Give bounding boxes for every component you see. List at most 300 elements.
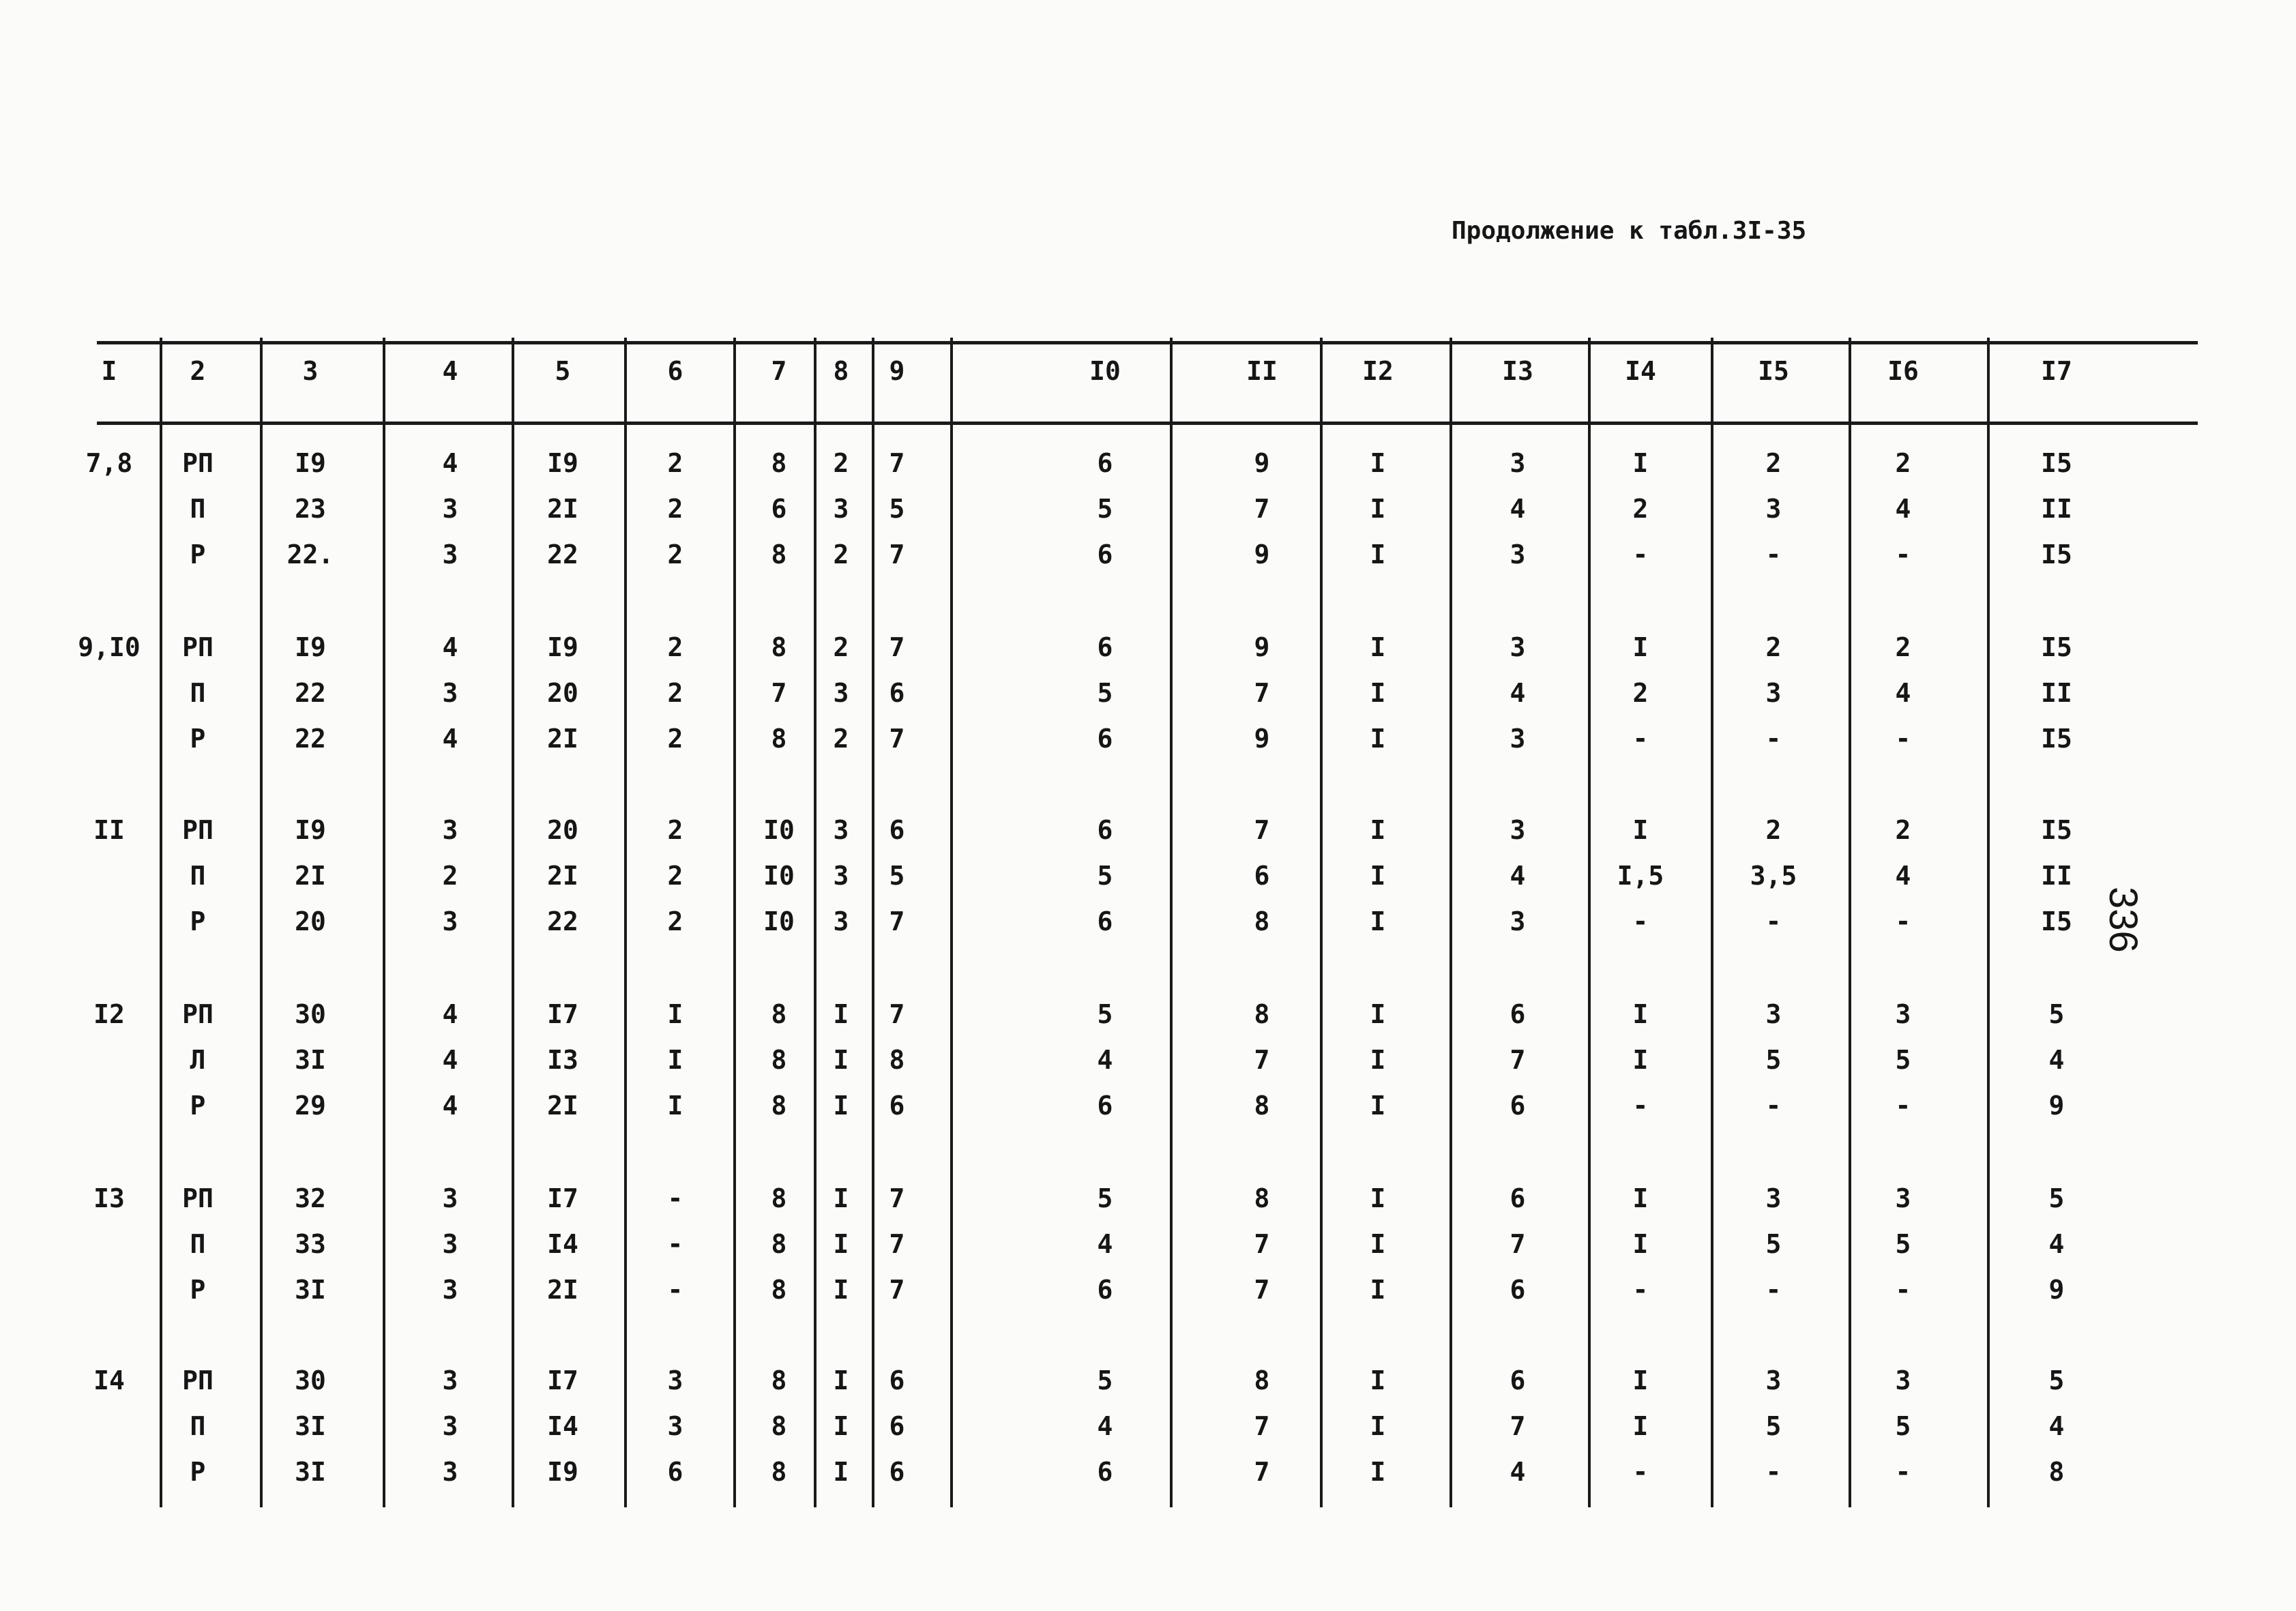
- table-cell: 3: [1765, 678, 1782, 708]
- column-header: 5: [555, 356, 571, 386]
- table-cell: П: [190, 678, 206, 708]
- table-cell: -: [1632, 906, 1649, 936]
- table-cell: -: [1765, 1457, 1782, 1487]
- table-cell: I9: [547, 632, 578, 662]
- table-cell: -: [1895, 1091, 1911, 1121]
- table-cell: 4: [442, 1091, 458, 1121]
- table-cell: 8: [771, 999, 787, 1029]
- column-divider: [1449, 338, 1452, 1507]
- table-cell: 2: [667, 540, 683, 570]
- column-divider: [260, 338, 263, 1507]
- table-cell: I: [1370, 678, 1386, 708]
- table-cell: 3I: [295, 1457, 326, 1487]
- table-cell: 32: [295, 1183, 326, 1213]
- table-cell: 5: [889, 494, 905, 524]
- table-cell: 3: [1895, 999, 1911, 1029]
- table-cell: -: [1895, 540, 1911, 570]
- table-cell: 4: [442, 1045, 458, 1075]
- table-cell: РП: [182, 632, 214, 662]
- table-cell: 6: [1510, 1091, 1526, 1121]
- table-cell: 7: [1254, 1275, 1270, 1305]
- table-cell: 4: [2048, 1411, 2065, 1441]
- table-cell: Р: [190, 906, 206, 936]
- table-cell: 9: [1254, 540, 1270, 570]
- table-cell: 7: [1254, 1411, 1270, 1441]
- table-cell: 4: [1097, 1411, 1113, 1441]
- table-cell: 23: [295, 494, 326, 524]
- table-cell: 5: [2048, 1183, 2065, 1213]
- table-cell: 6: [1510, 1183, 1526, 1213]
- table-cell: 8: [771, 724, 787, 754]
- table-cell: I5: [2041, 724, 2072, 754]
- table-cell: 3: [1765, 494, 1782, 524]
- table-cell: 9: [1254, 724, 1270, 754]
- table-cell: Р: [190, 1457, 206, 1487]
- table-cell: I: [833, 1091, 849, 1121]
- table-cell: 9: [1254, 632, 1270, 662]
- table-cell: 2: [833, 540, 849, 570]
- table-cell: 7: [1510, 1229, 1526, 1259]
- table-cell: 5: [1765, 1045, 1782, 1075]
- column-divider: [872, 338, 874, 1507]
- column-header: I6: [1887, 356, 1919, 386]
- table-cell: 8: [771, 1275, 787, 1305]
- table-cell: 2: [1632, 494, 1649, 524]
- table-cell: I: [1632, 448, 1649, 478]
- table-cell: 7: [1510, 1045, 1526, 1075]
- table-cell: 2: [833, 632, 849, 662]
- group-label: I2: [93, 999, 125, 1029]
- column-header: I4: [1625, 356, 1656, 386]
- table-cell: I5: [2041, 448, 2072, 478]
- table-cell: 5: [1097, 1365, 1113, 1395]
- table-cell: I: [1632, 1229, 1649, 1259]
- table-cell: 3: [1510, 906, 1526, 936]
- table-cell: 7: [889, 540, 905, 570]
- table-cell: 6: [667, 1457, 683, 1487]
- table-cell: 30: [295, 1365, 326, 1395]
- table-top-rule: [97, 341, 2198, 344]
- column-header: 9: [889, 356, 905, 386]
- table-cell: I: [1370, 1091, 1386, 1121]
- table-cell: 6: [1510, 1275, 1526, 1305]
- table-cell: 6: [1097, 1091, 1113, 1121]
- column-header: 2: [190, 356, 206, 386]
- table-cell: 6: [1254, 861, 1270, 891]
- table-cell: 3: [442, 1457, 458, 1487]
- table-cell: 7: [889, 906, 905, 936]
- table-cell: I7: [547, 1365, 578, 1395]
- column-divider: [624, 338, 627, 1507]
- table-cell: I: [1370, 999, 1386, 1029]
- table-cell: 4: [1510, 494, 1526, 524]
- table-cell: Л: [190, 1045, 206, 1075]
- table-cell: 7: [1254, 1045, 1270, 1075]
- column-header: 8: [833, 356, 849, 386]
- table-cell: -: [667, 1275, 683, 1305]
- column-header: I5: [1758, 356, 1789, 386]
- column-header: II: [1246, 356, 1278, 386]
- table-cell: I: [1370, 1457, 1386, 1487]
- table-cell: 7: [889, 1183, 905, 1213]
- table-cell: 2: [442, 861, 458, 891]
- table-cell: 2: [1765, 632, 1782, 662]
- column-header: 3: [302, 356, 319, 386]
- table-cell: 2: [1895, 815, 1911, 845]
- table-cell: I: [1632, 1183, 1649, 1213]
- table-cell: 8: [771, 1457, 787, 1487]
- table-cell: 6: [1097, 1275, 1113, 1305]
- table-cell: 7: [889, 1229, 905, 1259]
- table-cell: 3: [442, 815, 458, 845]
- table-cell: I: [1632, 999, 1649, 1029]
- table-cell: 22: [295, 678, 326, 708]
- table-cell: I: [1632, 1365, 1649, 1395]
- table-cell: I: [1370, 494, 1386, 524]
- table-cell: 3: [1765, 999, 1782, 1029]
- table-cell: I5: [2041, 540, 2072, 570]
- table-cell: 8: [771, 1411, 787, 1441]
- table-cell: 3: [442, 1183, 458, 1213]
- table-cell: -: [1765, 724, 1782, 754]
- table-cell: 7: [1254, 815, 1270, 845]
- table-cell: 8: [771, 1183, 787, 1213]
- table-cell: 8: [1254, 999, 1270, 1029]
- table-cell: -: [1895, 724, 1911, 754]
- table-cell: I5: [2041, 906, 2072, 936]
- table-cell: 2I: [547, 724, 578, 754]
- table-cell: 20: [295, 906, 326, 936]
- column-divider: [383, 338, 385, 1507]
- table-cell: 6: [771, 494, 787, 524]
- table-cell: 2: [667, 906, 683, 936]
- table-caption: Продолжение к табл.3I-35: [1452, 217, 1807, 245]
- table-cell: 9: [2048, 1091, 2065, 1121]
- table-cell: 8: [889, 1045, 905, 1075]
- table-cell: 8: [771, 1045, 787, 1075]
- table-cell: 2: [1895, 448, 1911, 478]
- table-cell: 8: [2048, 1457, 2065, 1487]
- table-cell: 4: [1510, 1457, 1526, 1487]
- table-cell: П: [190, 494, 206, 524]
- table-cell: -: [1895, 1457, 1911, 1487]
- table-cell: 6: [1097, 906, 1113, 936]
- table-cell: 3I: [295, 1411, 326, 1441]
- table-cell: 3: [833, 815, 849, 845]
- table-cell: 4: [1510, 678, 1526, 708]
- column-divider: [1170, 338, 1173, 1507]
- table-cell: 3: [833, 678, 849, 708]
- table-cell: 3: [1895, 1365, 1911, 1395]
- column-header: I: [101, 356, 117, 386]
- table-cell: 7: [1254, 494, 1270, 524]
- table-cell: 7: [771, 678, 787, 708]
- column-header: I2: [1362, 356, 1394, 386]
- column-divider: [1987, 338, 1990, 1507]
- table-cell: 22: [547, 540, 578, 570]
- table-cell: 5: [1765, 1411, 1782, 1441]
- table-cell: 6: [1097, 632, 1113, 662]
- table-cell: I0: [763, 861, 795, 891]
- table-cell: 8: [771, 1229, 787, 1259]
- table-cell: 6: [1097, 1457, 1113, 1487]
- table-cell: 2: [667, 724, 683, 754]
- table-cell: 2I: [547, 1091, 578, 1121]
- table-cell: I0: [763, 815, 795, 845]
- table-cell: I4: [547, 1411, 578, 1441]
- header-bottom-rule: [97, 422, 2198, 425]
- table-cell: Р: [190, 1275, 206, 1305]
- table-cell: I9: [547, 1457, 578, 1487]
- table-cell: 3I: [295, 1045, 326, 1075]
- table-cell: РП: [182, 999, 214, 1029]
- table-cell: 3: [442, 906, 458, 936]
- table-cell: 20: [547, 815, 578, 845]
- table-cell: 3: [1510, 815, 1526, 845]
- page-number: 336: [2101, 887, 2145, 953]
- table-cell: 8: [771, 448, 787, 478]
- table-cell: -: [1632, 540, 1649, 570]
- table-cell: 9: [2048, 1275, 2065, 1305]
- table-cell: 3: [442, 1275, 458, 1305]
- column-divider: [950, 338, 953, 1507]
- table-cell: I4: [547, 1229, 578, 1259]
- table-cell: -: [1765, 540, 1782, 570]
- table-cell: 9: [1254, 448, 1270, 478]
- table-cell: -: [1632, 1457, 1649, 1487]
- table-cell: 6: [889, 1457, 905, 1487]
- table-cell: 4: [2048, 1045, 2065, 1075]
- column-divider: [814, 338, 816, 1507]
- table-cell: 4: [1097, 1229, 1113, 1259]
- table-cell: -: [1632, 724, 1649, 754]
- table-cell: I: [1632, 632, 1649, 662]
- table-cell: I: [667, 999, 683, 1029]
- table-cell: I: [1370, 906, 1386, 936]
- table-cell: 7: [889, 632, 905, 662]
- table-cell: 5: [1895, 1411, 1911, 1441]
- table-cell: II: [2041, 494, 2072, 524]
- table-cell: I: [833, 1457, 849, 1487]
- table-cell: 8: [1254, 1365, 1270, 1395]
- column-header: I7: [2041, 356, 2072, 386]
- table-cell: I: [833, 1229, 849, 1259]
- table-cell: -: [1895, 906, 1911, 936]
- table-cell: 4: [442, 724, 458, 754]
- table-cell: 6: [889, 678, 905, 708]
- table-cell: 5: [1097, 678, 1113, 708]
- table-cell: -: [1895, 1275, 1911, 1305]
- table-cell: I7: [547, 999, 578, 1029]
- group-label: II: [93, 815, 125, 845]
- table-cell: 6: [889, 815, 905, 845]
- table-cell: 5: [1097, 494, 1113, 524]
- group-label: 9,I0: [78, 632, 141, 662]
- column-divider: [1588, 338, 1591, 1507]
- table-cell: 2: [833, 448, 849, 478]
- table-cell: 3: [442, 1365, 458, 1395]
- table-cell: 2: [1895, 632, 1911, 662]
- table-cell: I: [1370, 815, 1386, 845]
- table-cell: 7: [889, 448, 905, 478]
- table-cell: 3: [833, 494, 849, 524]
- table-cell: I,5: [1617, 861, 1664, 891]
- table-cell: 6: [1510, 1365, 1526, 1395]
- column-divider: [1711, 338, 1713, 1507]
- table-cell: 8: [771, 1091, 787, 1121]
- table-cell: I: [833, 1365, 849, 1395]
- table-cell: 2: [667, 494, 683, 524]
- table-cell: 3: [833, 861, 849, 891]
- table-cell: РП: [182, 1183, 214, 1213]
- table-cell: I9: [295, 815, 326, 845]
- table-cell: -: [1765, 1275, 1782, 1305]
- table-cell: 33: [295, 1229, 326, 1259]
- table-cell: I: [1370, 861, 1386, 891]
- table-cell: 3: [1895, 1183, 1911, 1213]
- table-cell: 7: [1510, 1411, 1526, 1441]
- table-cell: 2: [1765, 448, 1782, 478]
- table-cell: 2: [667, 632, 683, 662]
- table-cell: 5: [1895, 1045, 1911, 1075]
- table-cell: 8: [1254, 1183, 1270, 1213]
- table-cell: 20: [547, 678, 578, 708]
- table-cell: 6: [1097, 724, 1113, 754]
- table-cell: I7: [547, 1183, 578, 1213]
- table-cell: 22: [295, 724, 326, 754]
- table-cell: I: [667, 1091, 683, 1121]
- table-cell: 7: [889, 724, 905, 754]
- table-cell: 8: [771, 1365, 787, 1395]
- table-cell: 5: [2048, 999, 2065, 1029]
- column-header: 6: [667, 356, 683, 386]
- table-cell: I5: [2041, 632, 2072, 662]
- table-cell: I: [1370, 1275, 1386, 1305]
- table-cell: 7: [1254, 1229, 1270, 1259]
- table-cell: 3: [667, 1365, 683, 1395]
- table-cell: I: [1632, 815, 1649, 845]
- table-cell: 3: [442, 494, 458, 524]
- table-cell: I: [833, 999, 849, 1029]
- table-cell: -: [1765, 1091, 1782, 1121]
- table-cell: 5: [1097, 861, 1113, 891]
- table-cell: П: [190, 1411, 206, 1441]
- table-cell: 3: [1510, 540, 1526, 570]
- table-cell: 4: [442, 448, 458, 478]
- table-cell: РП: [182, 448, 214, 478]
- table-cell: 3: [442, 1229, 458, 1259]
- table-cell: 4: [442, 632, 458, 662]
- table-cell: 2: [1765, 815, 1782, 845]
- table-cell: I: [833, 1411, 849, 1441]
- table-cell: I: [833, 1183, 849, 1213]
- table-cell: I: [833, 1045, 849, 1075]
- table-cell: I: [1370, 1045, 1386, 1075]
- table-cell: I9: [295, 632, 326, 662]
- table-cell: 2I: [295, 861, 326, 891]
- table-cell: 4: [1895, 861, 1911, 891]
- table-cell: 30: [295, 999, 326, 1029]
- table-cell: Р: [190, 1091, 206, 1121]
- table-cell: 5: [889, 861, 905, 891]
- table-cell: I9: [295, 448, 326, 478]
- table-cell: 7: [1254, 678, 1270, 708]
- table-cell: 3: [1765, 1183, 1782, 1213]
- table-cell: II: [2041, 678, 2072, 708]
- table-cell: Р: [190, 724, 206, 754]
- table-cell: 3: [442, 678, 458, 708]
- table-cell: 3: [442, 540, 458, 570]
- table-cell: 3: [1765, 1365, 1782, 1395]
- table-cell: I: [1370, 448, 1386, 478]
- table-cell: Р: [190, 540, 206, 570]
- table-cell: 3: [667, 1411, 683, 1441]
- table-cell: I: [1370, 632, 1386, 662]
- column-divider: [1849, 338, 1851, 1507]
- table-cell: I: [1370, 1229, 1386, 1259]
- table-cell: 2: [667, 448, 683, 478]
- table-cell: I0: [763, 906, 795, 936]
- column-header: 4: [442, 356, 458, 386]
- table-cell: -: [667, 1183, 683, 1213]
- table-cell: 22.: [286, 540, 334, 570]
- column-header: 7: [771, 356, 787, 386]
- table-cell: 4: [1895, 494, 1911, 524]
- table-cell: I: [667, 1045, 683, 1075]
- table-cell: 4: [1097, 1045, 1113, 1075]
- group-label: I4: [93, 1365, 125, 1395]
- table-cell: 2I: [547, 1275, 578, 1305]
- table-cell: 2: [1632, 678, 1649, 708]
- table-cell: 5: [1097, 999, 1113, 1029]
- table-cell: 4: [1510, 861, 1526, 891]
- table-cell: 2: [833, 724, 849, 754]
- table-cell: 3: [1510, 724, 1526, 754]
- table-cell: I: [1632, 1045, 1649, 1075]
- table-cell: 4: [442, 999, 458, 1029]
- table-cell: 3: [442, 1411, 458, 1441]
- table-cell: 4: [2048, 1229, 2065, 1259]
- table-cell: I3: [547, 1045, 578, 1075]
- table-cell: РП: [182, 815, 214, 845]
- table-cell: -: [1632, 1091, 1649, 1121]
- table-cell: 8: [1254, 906, 1270, 936]
- table-cell: II: [2041, 861, 2072, 891]
- column-divider: [512, 338, 514, 1507]
- table-cell: 7: [1254, 1457, 1270, 1487]
- table-cell: 3: [833, 906, 849, 936]
- table-cell: 5: [1895, 1229, 1911, 1259]
- table-cell: 6: [1097, 448, 1113, 478]
- table-cell: 6: [889, 1365, 905, 1395]
- table-cell: I9: [547, 448, 578, 478]
- table-cell: 6: [1097, 540, 1113, 570]
- table-cell: 3: [1510, 632, 1526, 662]
- table-cell: 5: [2048, 1365, 2065, 1395]
- table-cell: 8: [771, 540, 787, 570]
- table-cell: 3: [1510, 448, 1526, 478]
- table-cell: I: [833, 1275, 849, 1305]
- table-cell: I5: [2041, 815, 2072, 845]
- table-cell: 6: [889, 1091, 905, 1121]
- table-cell: 8: [1254, 1091, 1270, 1121]
- column-header: I3: [1502, 356, 1533, 386]
- table-cell: -: [667, 1229, 683, 1259]
- table-cell: 5: [1765, 1229, 1782, 1259]
- table-cell: РП: [182, 1365, 214, 1395]
- table-cell: 2: [667, 861, 683, 891]
- table-cell: 7: [889, 1275, 905, 1305]
